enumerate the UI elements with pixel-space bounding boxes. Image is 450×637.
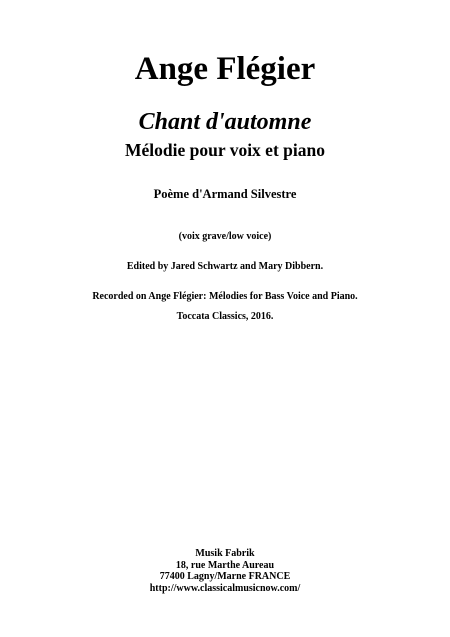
poem-credit: Poème d'Armand Silvestre [153, 187, 297, 201]
recording-credit: Recorded on Ange Flégier: Mélodies for Bass Voice and Piano. [92, 291, 358, 302]
voice-type: (voix grave/low voice) [178, 231, 272, 242]
publisher-address-block [0, 548, 450, 594]
record-label: Toccata Classics, 2016. [176, 311, 274, 322]
editor-credit: Edited by Jared Schwartz and Mary Dibbern. [126, 261, 324, 272]
publisher-city: 77400 Lagny/Marne FRANCE [159, 571, 291, 582]
publisher-name: Musik Fabrik [195, 548, 255, 559]
composer-name: Ange Flégier [134, 51, 316, 87]
piece-title: Chant d'automne [138, 109, 312, 135]
publisher-street: 18, rue Marthe Aureau [175, 559, 275, 571]
piece-subtitle: Mélodie pour voix et piano [125, 140, 325, 160]
publisher-url[interactable]: http://www.classicalmusicnow.com/ [149, 582, 301, 594]
